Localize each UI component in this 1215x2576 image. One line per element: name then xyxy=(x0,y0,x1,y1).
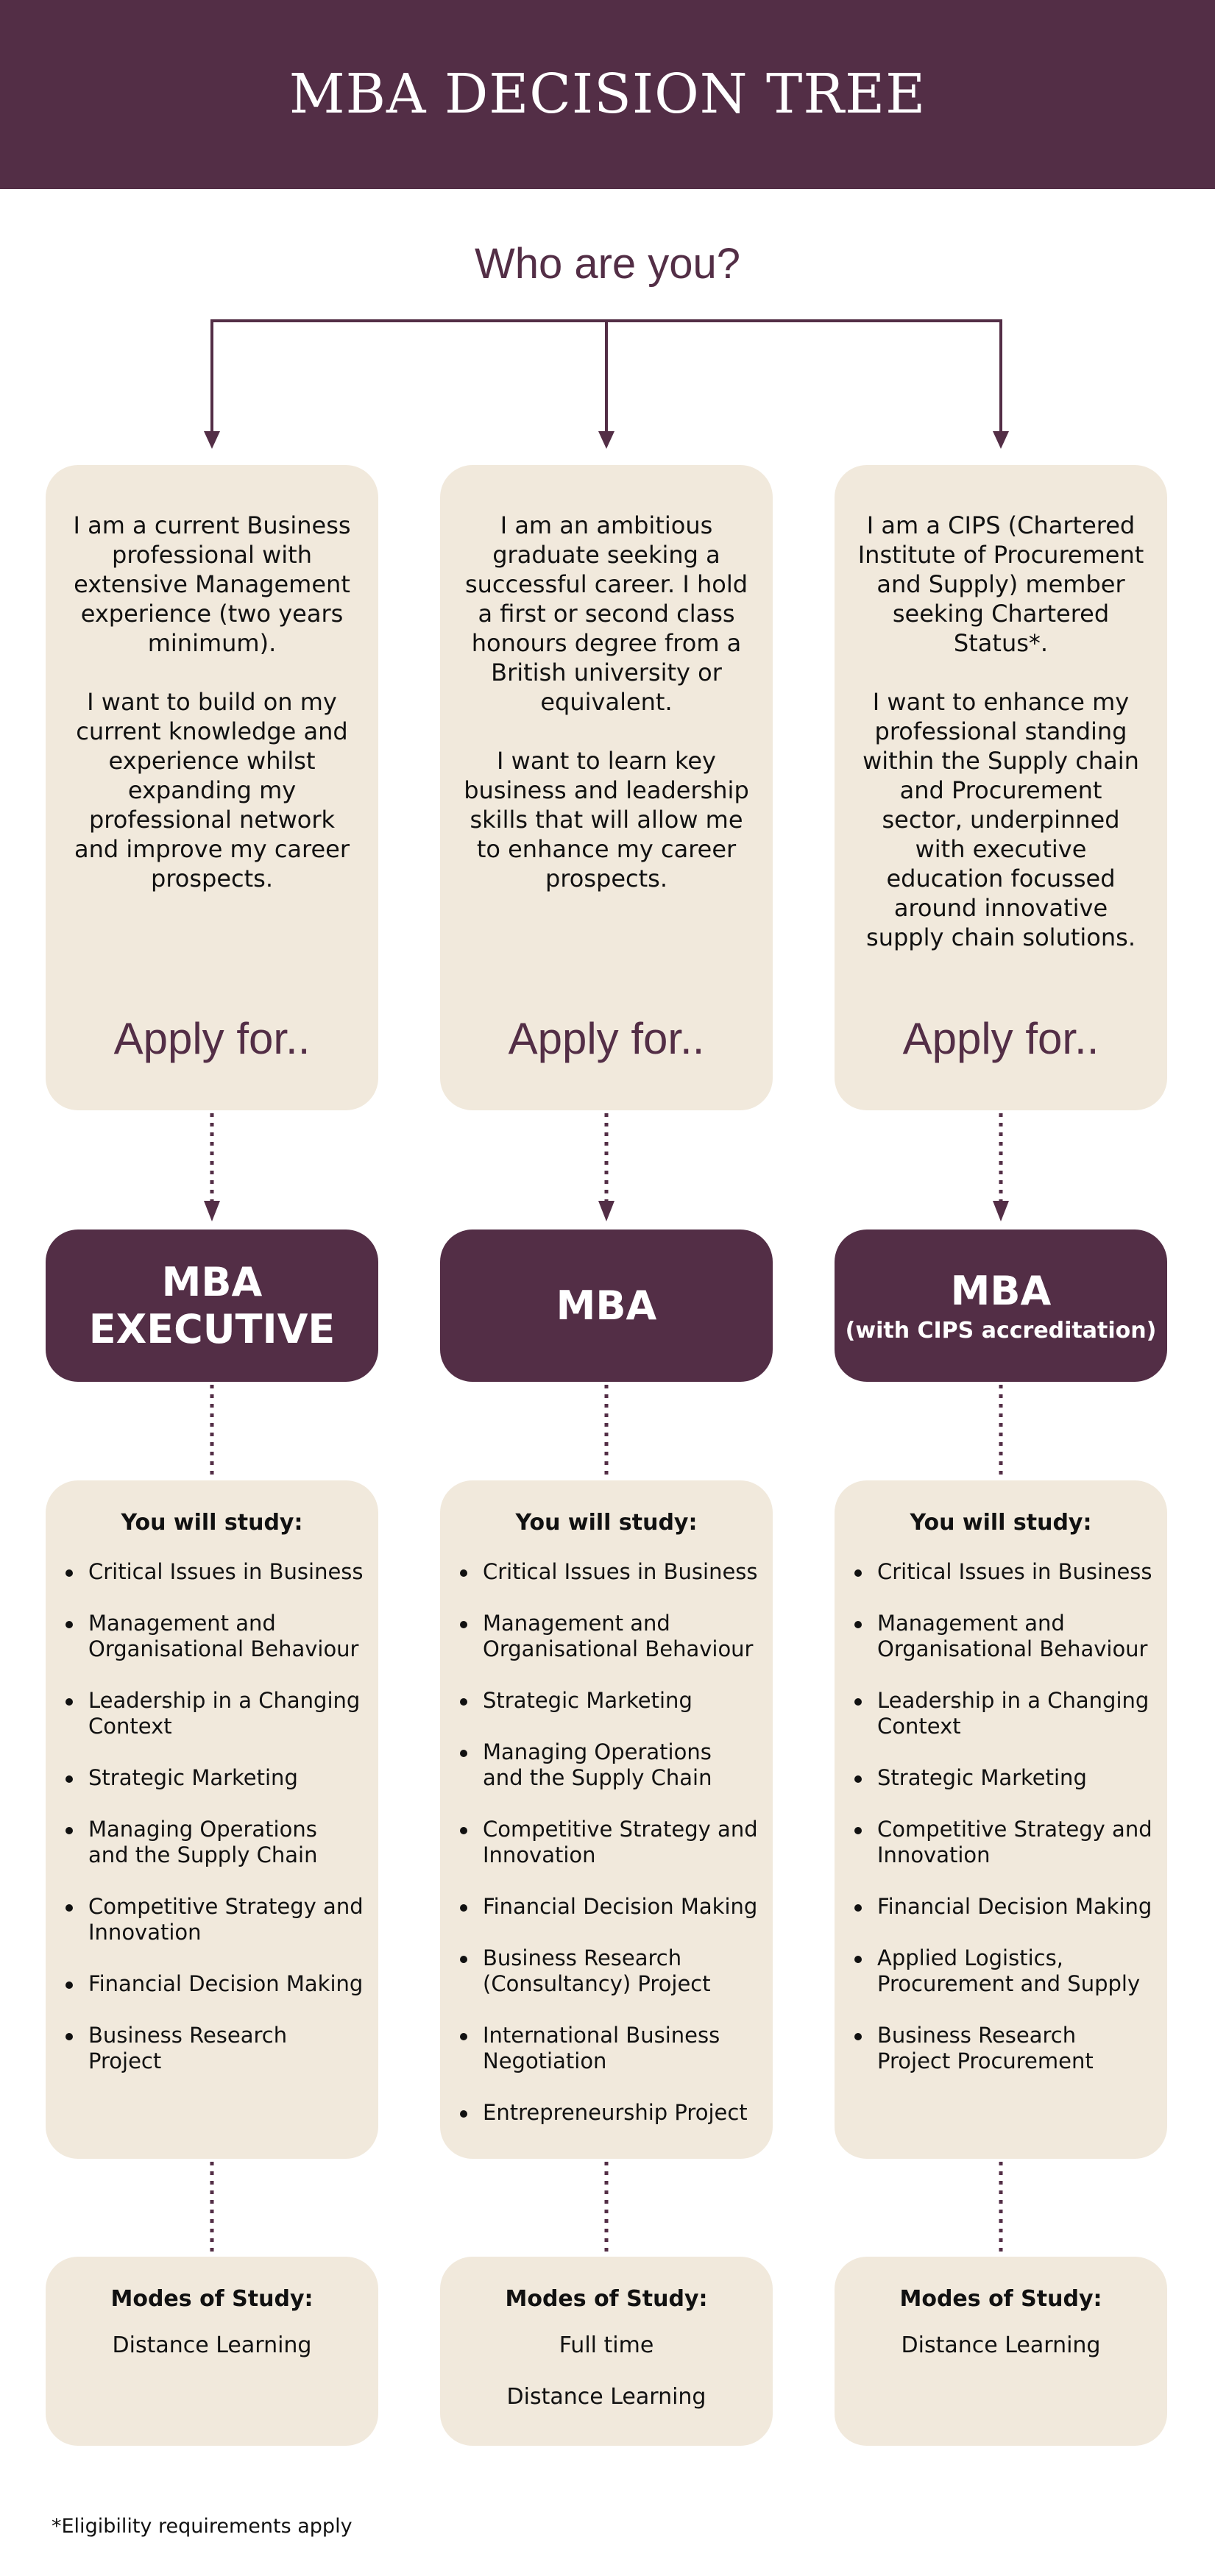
study-card-executive xyxy=(46,1480,378,2159)
programme-title-line1: MBA xyxy=(950,1268,1052,1314)
modes-list xyxy=(835,2332,1167,2384)
profile-text: I am an ambitious graduate seeking a successful career. I hold a first or second class honours degree from a British university or equivalent. xyxy=(464,511,748,716)
mode-item: Distance Learning xyxy=(506,2384,706,2410)
module-item: Management and Organisational Behaviour xyxy=(483,1611,758,1662)
module-item: Financial Decision Making xyxy=(483,1894,758,1919)
module-list xyxy=(877,1559,1152,2100)
profile-text: I am a CIPS (Chartered Institute of Procurement and Supply) member seeking Chartered Status*. xyxy=(857,511,1144,657)
module-item: Competitive Strategy and Innovation xyxy=(88,1894,364,1945)
module-item: Management and Organisational Behaviour xyxy=(88,1611,364,1662)
profile-goal-text: I want to build on my current knowledge and experience whilst expanding my professional network and improve my career prospects. xyxy=(74,688,350,893)
module-item: Leadership in a Changing Context xyxy=(88,1688,364,1739)
module-item: Financial Decision Making xyxy=(877,1894,1152,1919)
eligibility-footnote: *Eligibility requirements apply xyxy=(52,2515,353,2538)
module-item: Managing Operations and the Supply Chain xyxy=(483,1739,758,1791)
page-title: MBA DECISION TREE xyxy=(288,63,927,126)
modes-card-mba xyxy=(440,2257,773,2446)
arrow-head-2 xyxy=(598,431,614,449)
arrow-head-3 xyxy=(993,431,1009,449)
profile-goal-text: I want to enhance my professional standing within the Supply chain and Procurement sector, underpinned with executive education focussed around innovative supply chain solutions. xyxy=(862,688,1139,951)
module-item: Critical Issues in Business xyxy=(877,1559,1152,1584)
mode-item: Distance Learning xyxy=(901,2332,1101,2358)
modes-list xyxy=(46,2332,378,2384)
module-item: Competitive Strategy and Innovation xyxy=(483,1817,758,1867)
mode-item: Full time xyxy=(559,2332,654,2358)
module-list xyxy=(483,1559,758,2151)
study-heading: You will study: xyxy=(121,1510,303,1536)
module-item: Leadership in a Changing Context xyxy=(877,1688,1152,1739)
programme-mba-cips xyxy=(835,1230,1167,1382)
modes-list xyxy=(440,2332,773,2435)
module-item: Critical Issues in Business xyxy=(483,1559,758,1584)
profile-text: I am a current Business professional with extensive Management experience (two years minimum). xyxy=(73,511,351,657)
module-item: International Business Negotiation xyxy=(483,2023,758,2074)
programme-subtitle: (with CIPS accreditation) xyxy=(845,1318,1157,1344)
programme-mba-executive xyxy=(46,1230,378,1382)
module-item: Management and Organisational Behaviour xyxy=(877,1611,1152,1662)
profile-card-graduate xyxy=(440,465,773,1110)
question-heading: Who are you? xyxy=(474,240,741,288)
arrow-head-apply-2 xyxy=(598,1201,614,1221)
module-item: Strategic Marketing xyxy=(877,1765,1152,1791)
modes-heading: Modes of Study: xyxy=(899,2286,1102,2312)
arrow-head-apply-3 xyxy=(993,1201,1009,1221)
module-item: Entrepreneurship Project xyxy=(483,2100,758,2126)
apply-for-label: Apply for.. xyxy=(113,1014,311,1063)
module-item: Business Research Project Procurement xyxy=(877,2023,1152,2074)
module-item: Managing Operations and the Supply Chain xyxy=(88,1817,364,1868)
module-list xyxy=(88,1559,364,2100)
module-item: Applied Logistics, Procurement and Supply xyxy=(877,1945,1152,1997)
programme-title-line1: MBA xyxy=(556,1282,657,1329)
study-heading: You will study: xyxy=(515,1510,698,1536)
modes-card-cips xyxy=(835,2257,1167,2446)
modes-card-executive xyxy=(46,2257,378,2446)
module-item: Business Research (Consultancy) Project xyxy=(483,1945,758,1997)
programme-title-line2: EXECUTIVE xyxy=(88,1305,336,1352)
module-item: Strategic Marketing xyxy=(483,1688,758,1714)
profile-goal-text: I want to learn key business and leadership skills that will allow me to enhance my career prospects. xyxy=(464,747,749,893)
modes-heading: Modes of Study: xyxy=(110,2286,314,2312)
apply-for-label: Apply for.. xyxy=(508,1014,705,1063)
study-card-cips xyxy=(835,1480,1167,2159)
mode-item: Distance Learning xyxy=(112,2332,312,2358)
module-item: Financial Decision Making xyxy=(88,1971,364,1996)
modes-heading: Modes of Study: xyxy=(505,2286,708,2312)
arrow-head-apply-1 xyxy=(204,1201,220,1221)
programme-mba xyxy=(440,1230,773,1382)
study-heading: You will study: xyxy=(910,1510,1092,1536)
profile-card-cips xyxy=(835,465,1167,1110)
study-card-mba xyxy=(440,1480,773,2159)
apply-for-label: Apply for.. xyxy=(902,1014,1099,1063)
module-item: Competitive Strategy and Innovation xyxy=(877,1817,1152,1867)
module-item: Critical Issues in Business xyxy=(88,1559,364,1584)
module-item: Business Research Project xyxy=(88,2023,364,2074)
profile-card-executive xyxy=(46,465,378,1110)
arrow-head-1 xyxy=(204,431,220,449)
module-item: Strategic Marketing xyxy=(88,1765,364,1791)
programme-title-line1: MBA xyxy=(161,1258,263,1305)
